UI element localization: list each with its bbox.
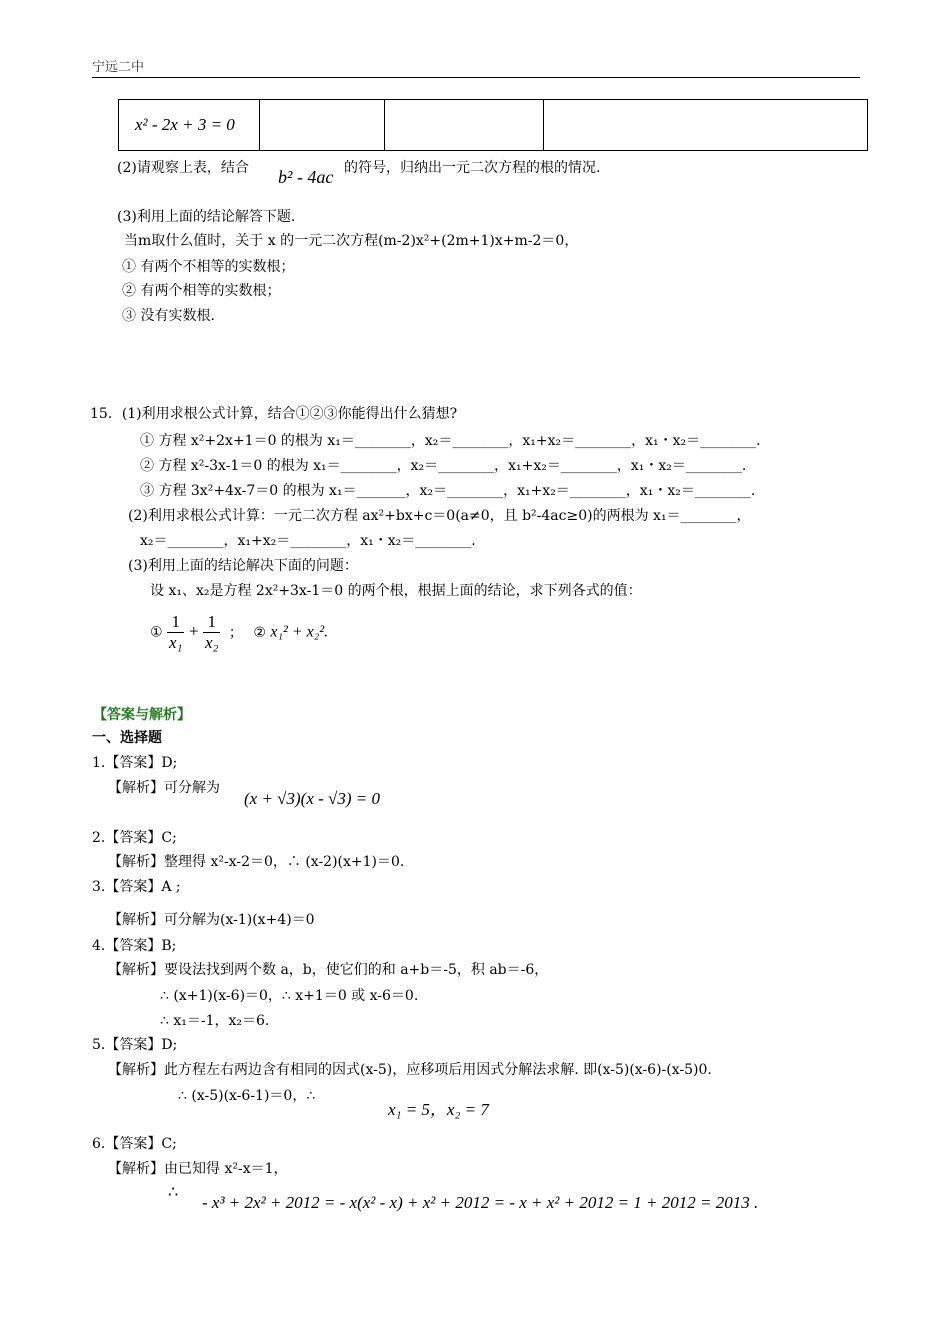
table-cell-empty	[260, 100, 385, 151]
expr2: x₁² + x₂².	[270, 623, 329, 641]
expr2-label: ②	[253, 624, 266, 641]
fraction-1-over-x1: $\frac{1}{\text{x₁}}$	[169, 612, 183, 652]
q15-title: 15．(1)利用求根公式计算，结合①②③你能得出什么猜想?	[90, 406, 458, 422]
table-row	[119, 100, 868, 151]
expr-separator: ；	[228, 624, 243, 641]
q14-part2-prefix: (2)请观察上表，结合	[117, 160, 249, 176]
answer-4: 4.【答案】B;	[92, 938, 177, 954]
school-name: 宁远二中	[92, 60, 145, 75]
answer-4-line3: ∴ x₁＝-1，x₂＝6.	[160, 1013, 270, 1029]
q14-item1: ① 有两个不相等的实数根；	[122, 259, 295, 275]
answer-5-line2: ∴ (x-5)(x-6-1)＝0，∴	[178, 1088, 316, 1104]
answer-1-math: (x + √3)(x - √3) = 0	[244, 789, 380, 808]
answer-4-line2: ∴ (x+1)(x-6)＝0，∴ x+1＝0 或 x-6＝0.	[160, 988, 419, 1004]
answer-1: 1.【答案】D;	[92, 755, 178, 771]
equation-cell	[119, 100, 260, 151]
answer-5: 5.【答案】D;	[92, 1037, 178, 1053]
answer-6-explanation: 【解析】由已知得 x²-x＝1，	[108, 1161, 288, 1177]
q14-item2: ② 有两个相等的实数根；	[122, 283, 281, 299]
q15-eq1: ① 方程 x²+2x+1＝0 的根为 x₁＝________，x₂＝________，x₁+x₂＝________，x₁・x₂＝________.	[140, 433, 761, 449]
page-header	[92, 56, 860, 78]
answer-1-explanation-label: 【解析】可分解为	[108, 780, 220, 796]
answers-section-title: 一、选择题	[92, 730, 162, 746]
q15-part2-line2: x₂＝________，x₁+x₂＝________，x₁・x₂＝________.	[140, 533, 476, 549]
table-cell-empty	[544, 100, 868, 151]
answers-heading: 【答案与解析】	[93, 707, 191, 723]
answer-3: 3.【答案】A ;	[92, 879, 181, 895]
answer-2: 2.【答案】C;	[92, 830, 177, 846]
q15-part3-text: 设 x₁、x₂是方程 2x²+3x-1＝0 的两个根，根据上面的结论，求下列各式的值：	[150, 583, 642, 599]
q15-expressions	[150, 612, 328, 653]
q14-part2-expr: b² - 4ac	[278, 167, 334, 187]
answer-4-explanation: 【解析】要设法找到两个数 a，b，使它们的和 a+b＝-5，积 ab＝-6，	[108, 962, 549, 978]
therefore-symbol: ∴	[168, 1182, 179, 1201]
answer-6-math: - x³ + 2x² + 2012 = - x(x² - x) + x² + 2012 = - x + x² + 2012 = 1 + 2012 = 2013 .	[202, 1193, 759, 1212]
q14-part3-question: 当m取什么值时，关于 x 的一元二次方程(m-2)x²+(2m+1)x+m-2＝0，	[124, 233, 579, 249]
q15-eq3: ③ 方程 3x²+4x-7＝0 的根为 x₁＝_______，x₂＝________，x₁+x₂＝________，x₁・x₂＝________.	[140, 483, 756, 499]
expr1-label: ①	[150, 624, 163, 641]
fraction-1-over-x2: $\frac{1}{\text{x₂}}$	[204, 612, 219, 652]
q14-part2-suffix: 的符号，归纳出一元二次方程的根的情况.	[344, 160, 601, 176]
q15-part3-title: (3)利用上面的结论解决下面的问题：	[128, 558, 358, 574]
q15-part2-line1: (2)利用求根公式计算：一元二次方程 ax²+bx+c＝0(a≠0，且 b²-4ac≥0)的两根为 x₁＝________，	[128, 508, 751, 524]
q14-item3: ③ 没有实数根.	[122, 308, 215, 324]
table-cell-empty	[385, 100, 544, 151]
answer-5-math: x₁ = 5，x₂ = 7	[388, 1100, 489, 1119]
answer-2-explanation: 【解析】整理得 x²-x-2＝0，∴ (x-2)(x+1)＝0.	[108, 854, 405, 870]
roots-table	[118, 99, 868, 151]
answer-3-explanation: 【解析】可分解为(x-1)(x+4)＝0	[108, 912, 315, 928]
answer-5-explanation: 【解析】此方程左右两边含有相同的因式(x-5)，应移项后用因式分解法求解. 即(x-5)(x-6)-(x-5)0.	[108, 1062, 712, 1078]
plus-sign: +	[188, 621, 199, 641]
q14-part3-title: (3)利用上面的结论解答下题.	[117, 209, 296, 225]
q15-eq2: ② 方程 x²-3x-1＝0 的根为 x₁＝________，x₂＝________，x₁+x₂＝________，x₁・x₂＝________.	[140, 458, 747, 474]
equation-text: x² - 2x + 3 = 0	[135, 115, 235, 134]
answer-6: 6.【答案】C;	[92, 1136, 177, 1152]
